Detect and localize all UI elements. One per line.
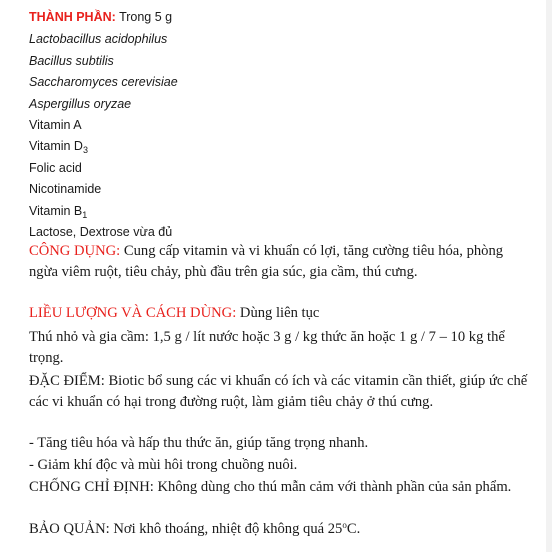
ingredient-item: Aspergillus oryzae — [29, 97, 132, 111]
composition-heading-line — [29, 7, 172, 29]
storage-unit: C. — [346, 521, 361, 537]
storage-line — [29, 519, 534, 540]
dosage-heading: LIỀU LƯỢNG VÀ CÁCH DÙNG: — [29, 305, 237, 321]
dosage-detail: Thú nhỏ và gia cầm: 1,5 g / lít nước hoặc 3 g / kg thức ăn hoặc 1 g / 7 – 10 kg thể trọng. — [29, 329, 505, 366]
vitamin-b-label: Vitamin B — [29, 204, 83, 218]
ingredient-item: Nicotinamide — [29, 182, 102, 196]
vitamin-d-subscript: 3 — [82, 145, 88, 155]
ingredient-item: Lactose, Dextrose vừa đủ — [29, 225, 173, 239]
ingredient-item: Saccharomyces cerevisiae — [29, 75, 178, 89]
right-edge-divider — [546, 0, 552, 552]
ingredient-item: Lactobacillus acidophilus — [29, 32, 168, 46]
uses-text: Cung cấp vitamin và vi khuẩn có lợi, tăng cường tiêu hóa, phòng ngừa viêm ruột, tiêu chảy, phù đầu trên gia súc, gia cầm, thú cưng. — [29, 243, 504, 280]
ingredient-vitamin-d — [29, 136, 88, 158]
ingredient-item: Bacillus subtilis — [29, 54, 114, 68]
composition-amount: Trong 5 g — [119, 10, 173, 24]
features-paragraph: ĐẶC ĐIỂM: Biotic bổ sung các vi khuẩn có ích và các vitamin cần thiết, giúp ức chế các vi khuẩn có hại trong đường ruột, làm giảm tiêu chảy ở thú cưng. — [29, 373, 528, 410]
composition-heading: THÀNH PHẦN: — [29, 10, 116, 24]
vitamin-b-subscript: 1 — [82, 210, 88, 220]
ingredient-vitamin-b — [29, 201, 87, 223]
ingredient-item: Vitamin A — [29, 118, 82, 132]
degree-superscript: o — [342, 520, 347, 530]
features-bullet: - Tăng tiêu hóa và hấp thu thức ăn, giúp tăng trọng nhanh. — [29, 435, 369, 451]
uses-heading: CÔNG DỤNG: — [29, 243, 121, 259]
dosage-text: Dùng liên tục — [236, 305, 320, 321]
features-bullet: - Giảm khí độc và mùi hôi trong chuồng nuôi. — [29, 457, 298, 473]
contraindication-paragraph: CHỐNG CHỈ ĐỊNH: Không dùng cho thú mẫn cảm với thành phần của sản phẩm. — [29, 479, 512, 495]
uses-paragraph — [29, 241, 534, 282]
dosage-heading-line — [29, 303, 534, 324]
vitamin-d-label: Vitamin D — [29, 139, 83, 153]
storage-text: BẢO QUẢN: Nơi khô thoáng, nhiệt độ không quá 25 — [29, 521, 343, 537]
ingredient-item: Folic acid — [29, 161, 82, 175]
